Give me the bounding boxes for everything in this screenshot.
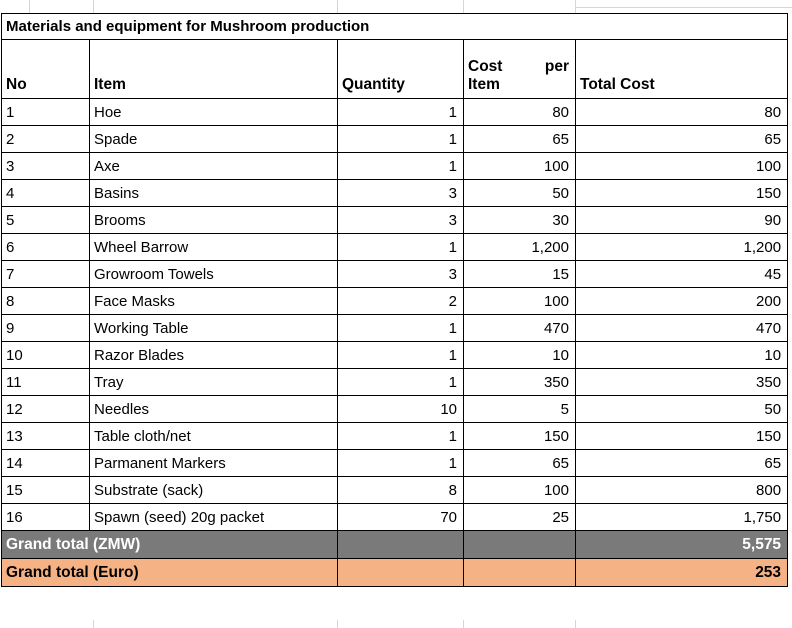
quantity-cell[interactable]: 2 [338, 288, 464, 315]
cost-per-item-cell[interactable]: 100 [464, 153, 576, 180]
grand-total-zmw-label[interactable]: Grand total (ZMW) [2, 531, 338, 559]
total-cost-cell[interactable]: 150 [576, 423, 788, 450]
quantity-cell[interactable]: 1 [338, 153, 464, 180]
item-cell[interactable]: Razor Blades [90, 342, 338, 369]
item-cell[interactable]: Growroom Towels [90, 261, 338, 288]
total-cost-cell[interactable]: 150 [576, 180, 788, 207]
grand-total-zmw-quantity-cell[interactable] [338, 531, 464, 559]
quantity-cell[interactable]: 1 [338, 450, 464, 477]
quantity-cell[interactable]: 10 [338, 396, 464, 423]
row-number-cell[interactable]: 6 [2, 234, 90, 261]
total-cost-cell[interactable]: 45 [576, 261, 788, 288]
table-row [2, 342, 788, 369]
table-row [2, 450, 788, 477]
cost-per-item-cell[interactable]: 30 [464, 207, 576, 234]
row-number-cell[interactable]: 14 [2, 450, 90, 477]
sheet-gridline [575, 620, 576, 628]
header-item-word: Item [468, 76, 500, 94]
table-row [2, 207, 788, 234]
table-row [2, 396, 788, 423]
table-row [2, 423, 788, 450]
total-cost-cell[interactable]: 800 [576, 477, 788, 504]
item-cell[interactable]: Basins [90, 180, 338, 207]
row-number-cell[interactable]: 4 [2, 180, 90, 207]
item-cell[interactable]: Spawn (seed) 20g packet [90, 504, 338, 531]
cost-per-item-cell[interactable]: 50 [464, 180, 576, 207]
grand-total-zmw-row [2, 531, 788, 559]
table-row [2, 477, 788, 504]
grand-total-euro-value[interactable]: 253 [576, 559, 788, 587]
table-title[interactable]: Materials and equipment for Mushroom production [2, 14, 788, 40]
quantity-cell[interactable]: 3 [338, 261, 464, 288]
table-row [2, 153, 788, 180]
row-number-cell[interactable]: 7 [2, 261, 90, 288]
item-cell[interactable]: Needles [90, 396, 338, 423]
sheet-gridline [337, 620, 338, 628]
total-cost-cell[interactable]: 90 [576, 207, 788, 234]
row-number-cell[interactable]: 1 [2, 99, 90, 126]
sheet-gridline [463, 620, 464, 628]
materials-table [1, 13, 788, 587]
item-cell[interactable]: Brooms [90, 207, 338, 234]
cost-per-item-cell[interactable]: 5 [464, 396, 576, 423]
quantity-cell[interactable]: 1 [338, 126, 464, 153]
table-title-row [2, 14, 788, 40]
cost-per-item-cell[interactable]: 350 [464, 369, 576, 396]
total-cost-cell[interactable]: 200 [576, 288, 788, 315]
cost-per-item-cell[interactable]: 10 [464, 342, 576, 369]
grand-total-euro-cost-cell[interactable] [464, 559, 576, 587]
quantity-cell[interactable]: 3 [338, 180, 464, 207]
cost-per-item-cell[interactable]: 15 [464, 261, 576, 288]
header-item[interactable]: Item [90, 40, 338, 99]
item-cell[interactable]: Axe [90, 153, 338, 180]
grand-total-zmw-cost-cell[interactable] [464, 531, 576, 559]
table-row [2, 288, 788, 315]
quantity-cell[interactable]: 1 [338, 423, 464, 450]
cost-per-item-cell[interactable]: 80 [464, 99, 576, 126]
table-row [2, 369, 788, 396]
quantity-cell[interactable]: 1 [338, 342, 464, 369]
item-cell[interactable]: Working Table [90, 315, 338, 342]
row-number-cell[interactable]: 16 [2, 504, 90, 531]
quantity-cell[interactable]: 1 [338, 369, 464, 396]
header-cost-word: Cost [468, 58, 503, 76]
table-row [2, 99, 788, 126]
header-quantity[interactable]: Quantity [338, 40, 464, 99]
sheet-gridline [337, 0, 338, 13]
item-cell[interactable]: Tray [90, 369, 338, 396]
grand-total-zmw-value[interactable]: 5,575 [576, 531, 788, 559]
quantity-cell[interactable]: 3 [338, 207, 464, 234]
total-cost-cell[interactable]: 65 [576, 450, 788, 477]
cost-per-item-cell[interactable]: 25 [464, 504, 576, 531]
item-cell[interactable]: Face Masks [90, 288, 338, 315]
sheet-gridline [93, 0, 94, 13]
total-cost-cell[interactable]: 1,200 [576, 234, 788, 261]
cost-per-item-cell[interactable]: 65 [464, 450, 576, 477]
grand-total-euro-quantity-cell[interactable] [338, 559, 464, 587]
row-number-cell[interactable]: 15 [2, 477, 90, 504]
quantity-cell[interactable]: 8 [338, 477, 464, 504]
row-number-cell[interactable]: 9 [2, 315, 90, 342]
item-cell[interactable]: Wheel Barrow [90, 234, 338, 261]
item-cell[interactable]: Hoe [90, 99, 338, 126]
header-per-word: per [544, 58, 569, 76]
total-cost-cell[interactable]: 470 [576, 315, 788, 342]
sheet-gridline [29, 0, 30, 13]
quantity-cell[interactable]: 1 [338, 315, 464, 342]
quantity-cell[interactable]: 1 [338, 234, 464, 261]
table-row [2, 180, 788, 207]
item-cell[interactable]: Parmanent Markers [90, 450, 338, 477]
total-cost-cell[interactable]: 100 [576, 153, 788, 180]
item-cell[interactable]: Table cloth/net [90, 423, 338, 450]
table-row [2, 504, 788, 531]
cost-per-item-cell[interactable]: 65 [464, 126, 576, 153]
sheet-gridline [575, 7, 792, 8]
cost-per-item-cell[interactable]: 100 [464, 477, 576, 504]
table-row [2, 261, 788, 288]
grand-total-euro-label[interactable]: Grand total (Euro) [2, 559, 338, 587]
total-cost-cell[interactable]: 50 [576, 396, 788, 423]
total-cost-cell[interactable]: 10 [576, 342, 788, 369]
total-cost-cell[interactable]: 65 [576, 126, 788, 153]
row-number-cell[interactable]: 2 [2, 126, 90, 153]
row-number-cell[interactable]: 13 [2, 423, 90, 450]
table-row [2, 126, 788, 153]
row-number-cell[interactable]: 10 [2, 342, 90, 369]
header-no[interactable]: No [2, 40, 90, 99]
sheet-gridline [93, 620, 94, 628]
cost-per-item-cell[interactable]: 150 [464, 423, 576, 450]
sheet-gridline [463, 0, 464, 13]
grand-total-euro-row [2, 559, 788, 587]
total-cost-cell[interactable]: 1,750 [576, 504, 788, 531]
row-number-cell[interactable]: 5 [2, 207, 90, 234]
row-number-cell[interactable]: 8 [2, 288, 90, 315]
table-row [2, 234, 788, 261]
cost-per-item-cell[interactable]: 100 [464, 288, 576, 315]
item-cell[interactable]: Spade [90, 126, 338, 153]
table-row [2, 315, 788, 342]
item-cell[interactable]: Substrate (sack) [90, 477, 338, 504]
table-header-row [2, 40, 788, 99]
cost-per-item-cell[interactable]: 1,200 [464, 234, 576, 261]
row-number-cell[interactable]: 12 [2, 396, 90, 423]
cost-per-item-cell[interactable]: 470 [464, 315, 576, 342]
row-number-cell[interactable]: 3 [2, 153, 90, 180]
total-cost-cell[interactable]: 80 [576, 99, 788, 126]
total-cost-cell[interactable]: 350 [576, 369, 788, 396]
quantity-cell[interactable]: 70 [338, 504, 464, 531]
header-cost-per-item[interactable] [464, 40, 576, 99]
row-number-cell[interactable]: 11 [2, 369, 90, 396]
header-total-cost[interactable]: Total Cost [576, 40, 788, 99]
quantity-cell[interactable]: 1 [338, 99, 464, 126]
